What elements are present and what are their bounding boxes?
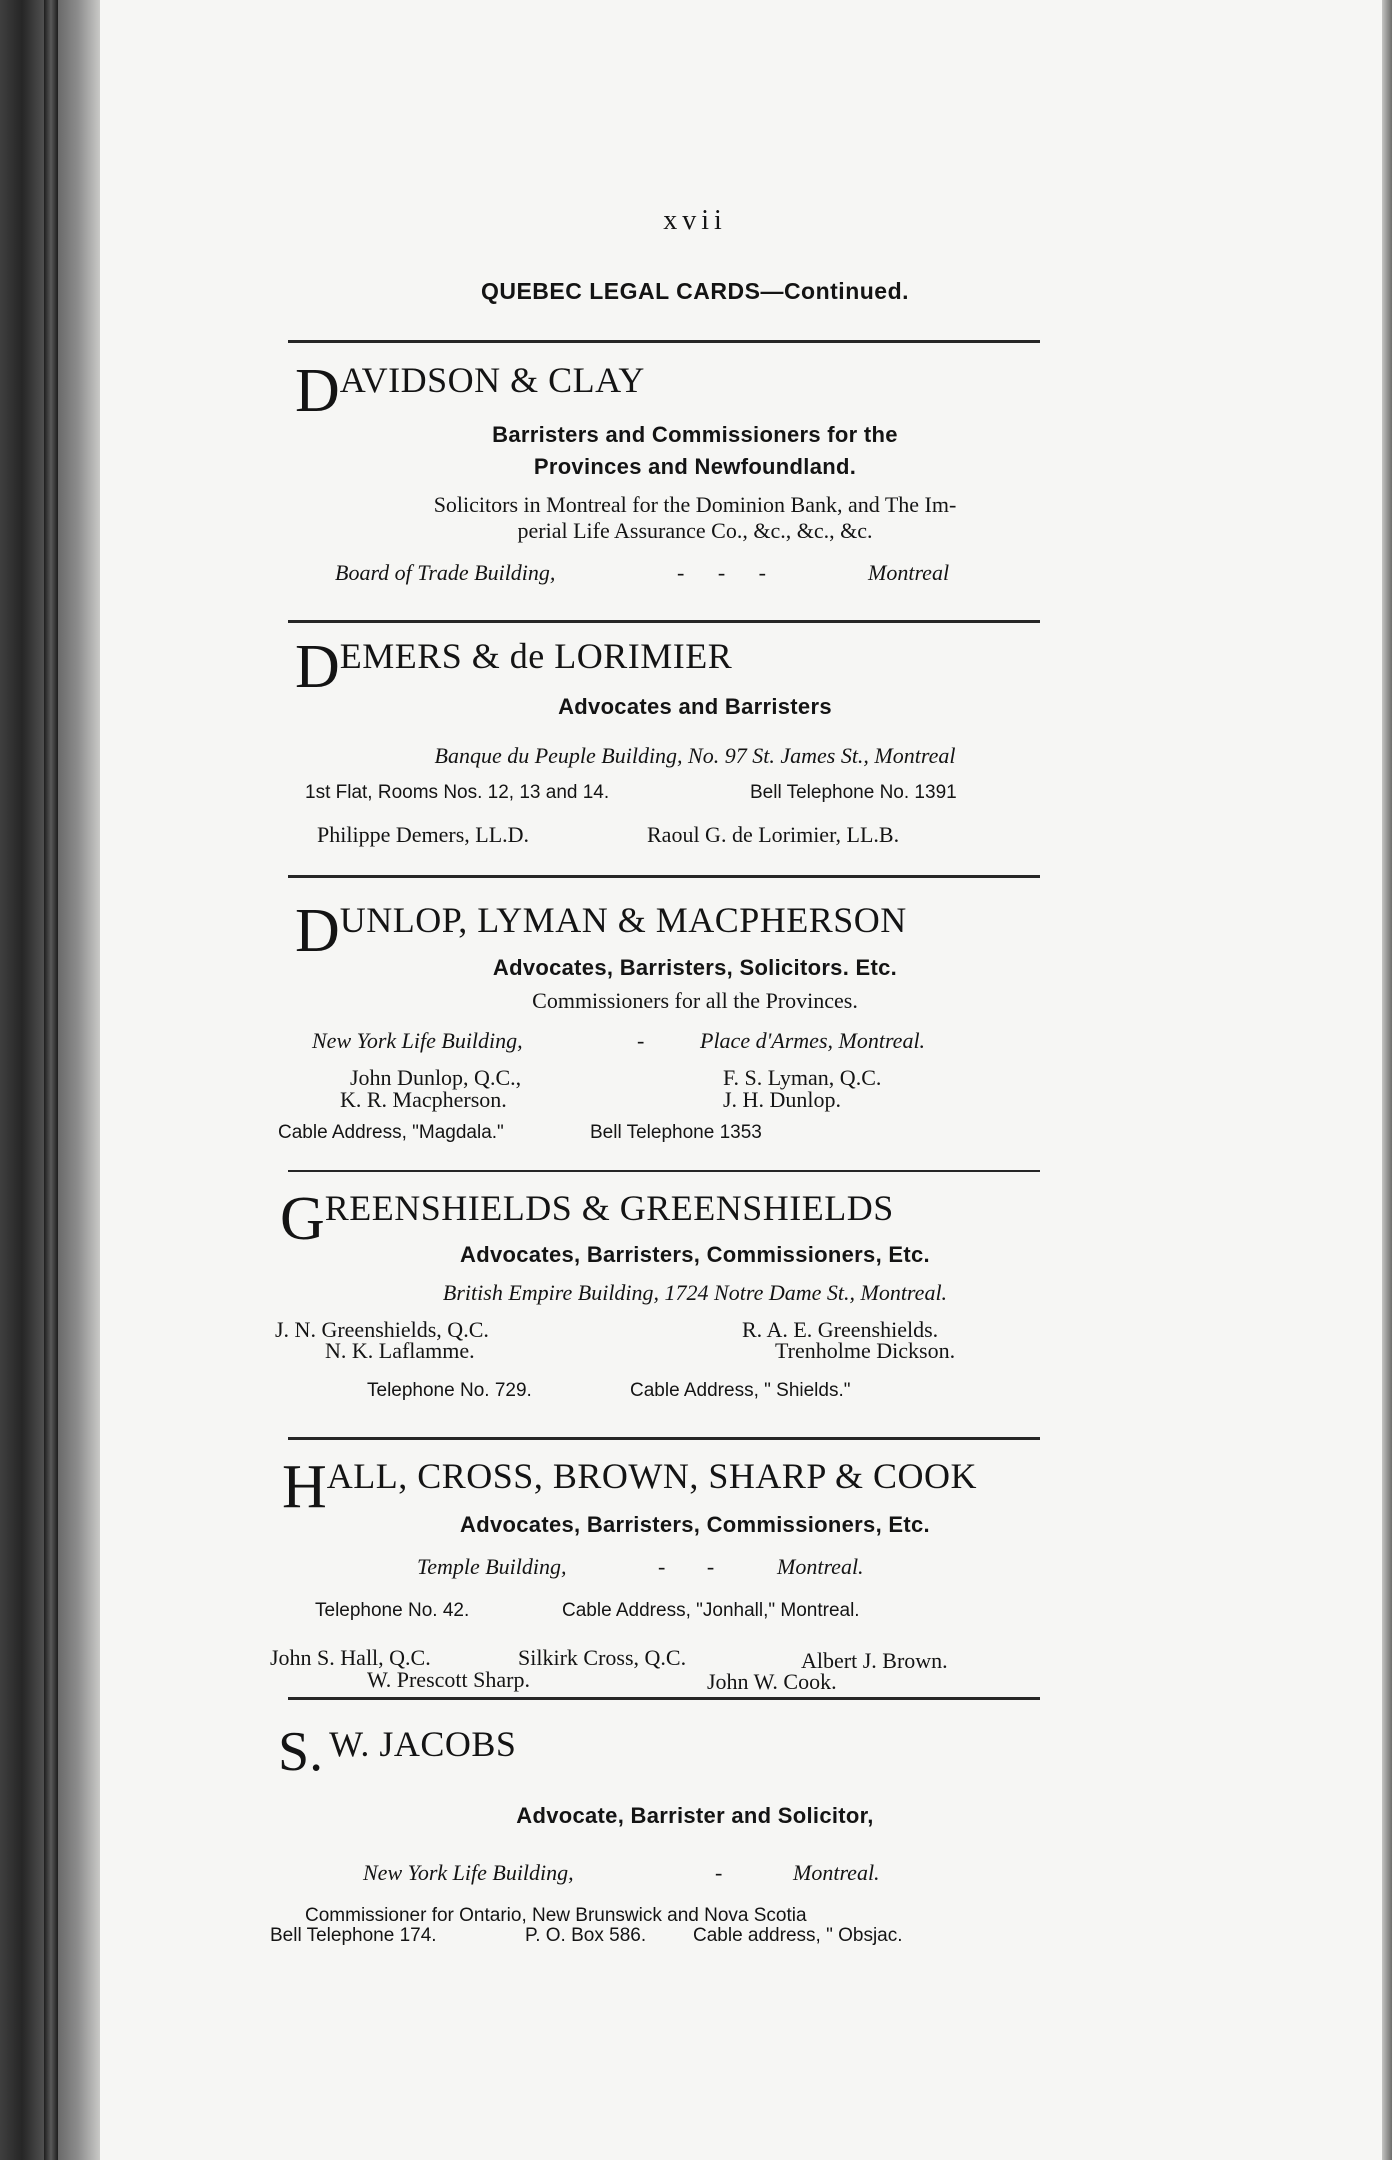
firm-initial: H — [282, 1453, 327, 1521]
card-telephone: Telephone No. 729. — [367, 1380, 532, 1401]
card-partner: N. K. Laflamme. — [325, 1338, 475, 1363]
card-davidson-clay — [270, 355, 1120, 620]
card-subtitle: Advocate, Barrister and Solicitor, — [516, 1803, 874, 1828]
page-right-edge — [1382, 0, 1392, 2160]
card-partner: W. Prescott Sharp. — [367, 1667, 530, 1692]
card-address-building: Temple Building, — [417, 1554, 567, 1579]
card-partner: Silkirk Cross, Q.C. — [518, 1645, 687, 1670]
binding-spine-edge — [44, 0, 58, 2160]
firm-name — [282, 1453, 978, 1521]
card-cable: Cable Address, "Magdala." — [278, 1122, 504, 1143]
divider-rule — [288, 1437, 1040, 1440]
card-telephone: Bell Telephone 174. — [270, 1925, 437, 1946]
card-address-building: Board of Trade Building, — [335, 560, 556, 585]
firm-name — [278, 1721, 517, 1783]
card-address-city: Montreal. — [793, 1860, 880, 1885]
card-partner: J. H. Dunlop. — [723, 1087, 841, 1112]
card-subtitle: Advocates and Barristers — [558, 694, 832, 719]
divider-rule — [288, 620, 1040, 623]
card-note-line-2: perial Life Assurance Co., &c., &c., &c. — [517, 518, 873, 543]
card-rooms: 1st Flat, Rooms Nos. 12, 13 and 14. — [305, 782, 610, 803]
firm-name — [295, 897, 907, 965]
card-sw-jacobs — [270, 1720, 1120, 1970]
card-subtitle: Advocates, Barristers, Commissioners, Etc. — [460, 1512, 930, 1537]
card-greenshields — [270, 1180, 1120, 1430]
card-subtitle-line-1: Barristers and Commissioners for the — [492, 422, 898, 447]
firm-name-rest: AVIDSON & CLAY — [339, 360, 645, 400]
card-partner: J. N. Greenshields, Q.C. — [275, 1317, 489, 1342]
card-subtitle-line-2: Provinces and Newfoundland. — [533, 454, 857, 479]
card-address-separator: - — [637, 1028, 645, 1053]
card-partner: John W. Cook. — [707, 1669, 837, 1694]
firm-name — [295, 633, 733, 701]
firm-name-rest: REENSHIELDS & GREENSHIELDS — [324, 1188, 894, 1228]
card-partner: Albert J. Brown. — [801, 1648, 948, 1673]
card-address-city: Montreal. — [777, 1554, 864, 1579]
divider-rule — [288, 1170, 1040, 1172]
card-address-building: New York Life Building, — [363, 1860, 574, 1885]
card-address-city: Montreal — [868, 560, 950, 585]
card-address: Banque du Peuple Building, No. 97 St. James St., Montreal — [434, 743, 956, 768]
page — [100, 0, 1382, 2160]
card-hall-cross-brown — [270, 1450, 1120, 1695]
firm-initial: S. — [278, 1721, 324, 1783]
firm-name-rest: ALL, CROSS, BROWN, SHARP & COOK — [326, 1456, 978, 1496]
card-address-separator: - - - — [677, 560, 780, 585]
card-partner: John Dunlop, Q.C., — [350, 1065, 522, 1090]
card-po-box: P. O. Box 586. — [525, 1925, 647, 1946]
divider-rule — [288, 340, 1040, 343]
card-cable: Cable Address, "Jonhall," Montreal. — [562, 1600, 860, 1621]
card-cable: Cable Address, " Shields." — [630, 1380, 851, 1401]
card-note: Commissioners for all the Provinces. — [532, 988, 858, 1013]
firm-name — [295, 357, 645, 425]
card-cable: Cable address, " Obsjac. — [693, 1925, 903, 1946]
card-partner: F. S. Lyman, Q.C. — [723, 1065, 882, 1090]
card-address-separator: - - — [658, 1554, 733, 1579]
firm-name-rest: EMERS & de LORIMIER — [339, 636, 733, 676]
firm-initial: G — [280, 1185, 325, 1253]
firm-initial: D — [295, 897, 340, 965]
card-commissioner: Commissioner for Ontario, New Brunswick and Nova Scotia — [305, 1905, 807, 1926]
card-address-building: New York Life Building, — [312, 1028, 523, 1053]
card-address-separator: - — [715, 1860, 723, 1885]
card-partner: Raoul G. de Lorimier, LL.B. — [647, 822, 900, 847]
firm-initial: D — [295, 633, 340, 701]
divider-rule — [288, 1697, 1040, 1700]
card-dunlop-lyman-macpherson — [270, 890, 1120, 1170]
card-address-place: Place d'Armes, Montreal. — [700, 1028, 926, 1053]
card-partner: Trenholme Dickson. — [775, 1338, 956, 1363]
card-demers-lorimier — [270, 630, 1120, 870]
card-partner: R. A. E. Greenshields. — [742, 1317, 939, 1342]
card-subtitle: Advocates, Barristers, Commissioners, Etc. — [460, 1242, 930, 1267]
card-subtitle: Advocates, Barristers, Solicitors. Etc. — [492, 955, 898, 980]
card-note-line-1: Solicitors in Montreal for the Dominion Bank, and The Im- — [433, 492, 957, 517]
section-title: QUEBEC LEGAL CARDS—Continued. — [480, 278, 910, 304]
card-partner: John S. Hall, Q.C. — [270, 1645, 431, 1670]
firm-name-rest: W. JACOBS — [329, 1724, 517, 1764]
page-number: xvii — [663, 205, 727, 236]
firm-initial: D — [295, 357, 340, 425]
firm-name — [280, 1185, 894, 1253]
firm-name-rest: UNLOP, LYMAN & MACPHERSON — [339, 900, 907, 940]
card-partner: Philippe Demers, LL.D. — [317, 822, 530, 847]
card-address: British Empire Building, 1724 Notre Dame St., Montreal. — [442, 1280, 948, 1305]
card-telephone: Bell Telephone 1353 — [590, 1122, 762, 1143]
card-telephone: Bell Telephone No. 1391 — [750, 782, 957, 803]
divider-rule — [288, 875, 1040, 878]
card-partner: K. R. Macpherson. — [340, 1087, 507, 1112]
card-telephone: Telephone No. 42. — [315, 1600, 470, 1621]
